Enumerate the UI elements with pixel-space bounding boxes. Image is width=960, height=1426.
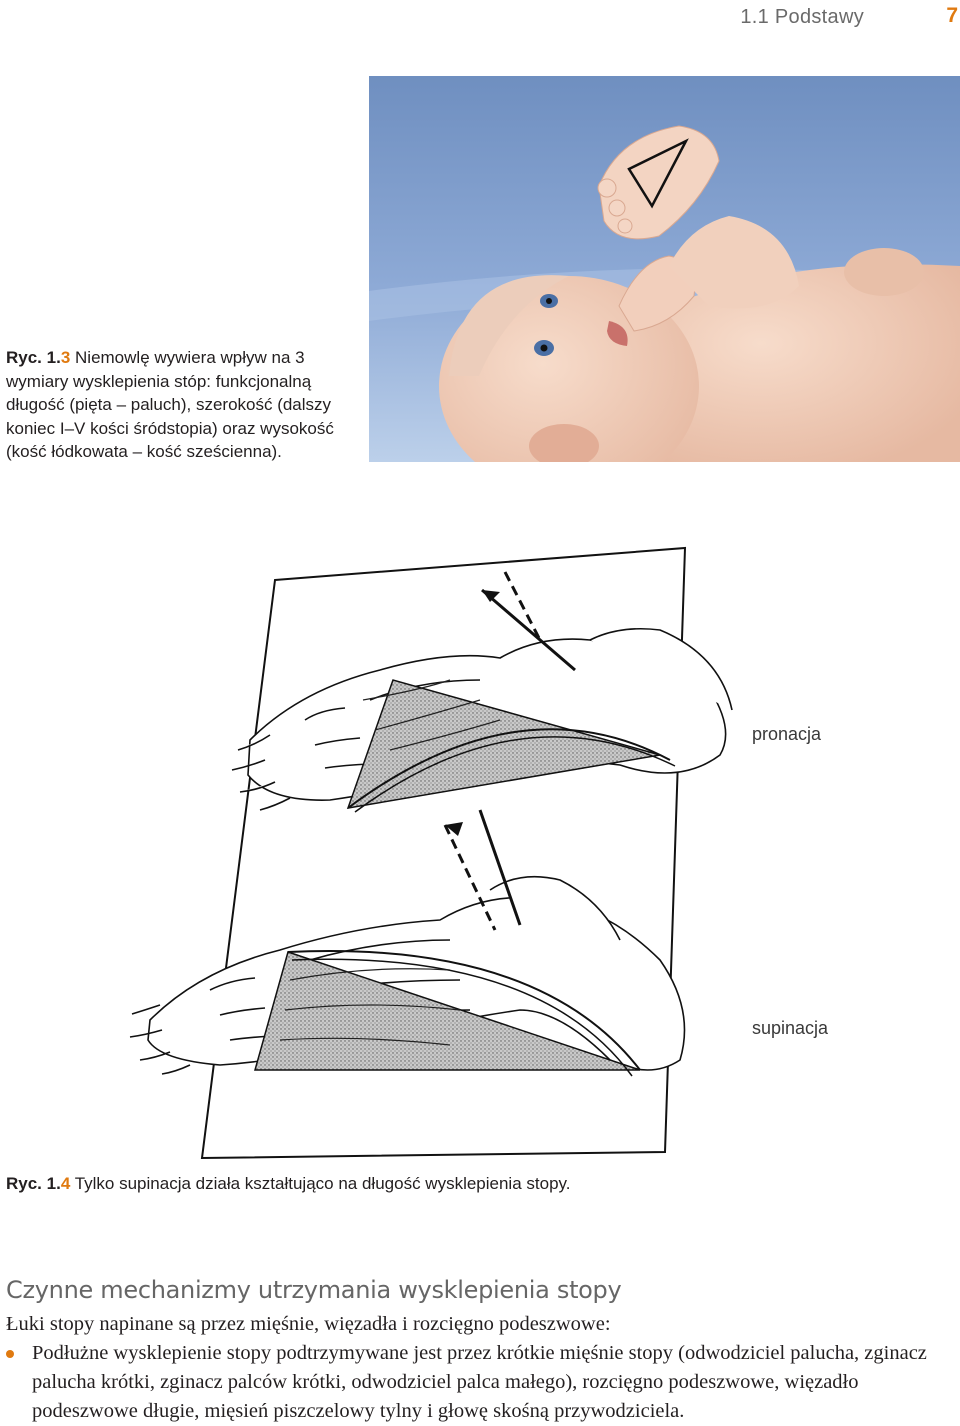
figure-1-3-caption <box>6 346 356 464</box>
figure-1-4-label <box>6 1174 70 1193</box>
bullet-text: Podłużne wysklepienie stopy podtrzymywane jest przez krótkie mięśnie stopy (odwodziciel palucha, zginacz palucha krótki, zginacz palców krótki, odwodziciel palca małego), rozcięgno podeszwowe, więzadło podeszwowe długie, mięsień piszczelowy tylny i głowę skośną przywodziciela. <box>32 1342 927 1422</box>
page-number: 7 <box>946 4 958 27</box>
figure-1-3-label-prefix: Ryc. 1. <box>6 348 61 367</box>
bullet-list <box>6 1339 954 1426</box>
figure-1-4-label-number: 4 <box>60 1174 71 1193</box>
running-head-section: 1.1 Podstawy <box>740 6 864 28</box>
section-heading: Czynne mechanizmy utrzymania wysklepienia stopy <box>6 1276 622 1304</box>
figure-1-3-caption-text: Niemowlę wywiera wpływ na 3 wymiary wysklepienia stóp: funkcjonalną długość (pięta – paluch), szerokość (dalszy koniec I–V kości śródstopia) oraz wysokość (kość łódkowata – kość sześcienna). <box>6 348 334 461</box>
running-head <box>0 4 960 32</box>
figure-1-4-caption-text: Tylko supinacja działa kształtująco na długość wysklepienia stopy. <box>74 1174 571 1193</box>
figure-1-4-caption <box>6 1172 906 1196</box>
bullet-icon <box>6 1350 14 1358</box>
infant-photo <box>369 76 960 462</box>
figure-1-4-label-prefix: Ryc. 1. <box>6 1174 61 1193</box>
figure-1-3-label-number: 3 <box>60 348 71 367</box>
supination-label: supinacja <box>752 1018 829 1038</box>
section-body <box>6 1310 954 1426</box>
bullet-item <box>6 1339 954 1426</box>
pronation-label: pronacja <box>752 724 822 744</box>
foot-arch-diagram <box>120 540 840 1160</box>
section-intro: Łuki stopy napinane są przez mięśnie, więzadła i rozcięgno podeszwowe: <box>6 1313 611 1335</box>
figure-1-3-label <box>6 348 70 367</box>
